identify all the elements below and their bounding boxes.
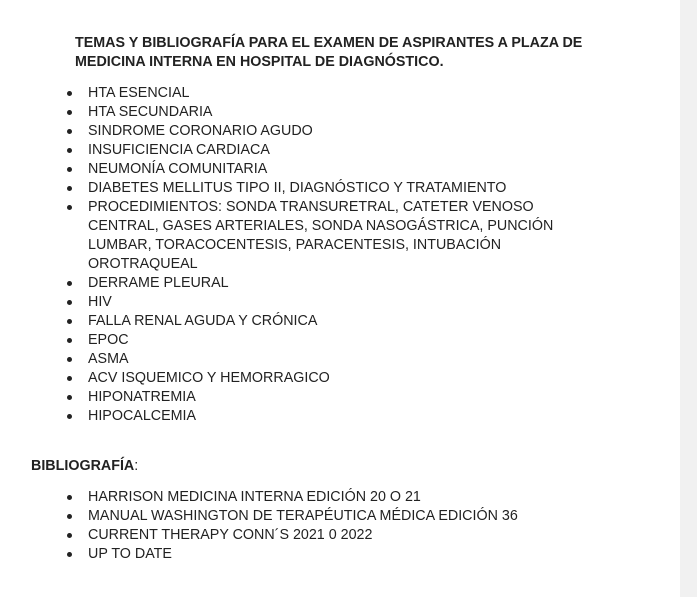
topic-text: EPOC (88, 332, 129, 348)
list-item (88, 103, 578, 122)
title-line-2: MEDICINA INTERNA EN HOSPITAL DE DIAGNÓSTICO. (75, 54, 444, 70)
bullet-icon (67, 300, 72, 305)
topic-text: FALLA RENAL AGUDA Y CRÓNICA (88, 313, 318, 329)
bibliography-text: UP TO DATE (88, 546, 172, 562)
bullet-icon (67, 319, 72, 324)
list-item (88, 179, 578, 198)
list-item (88, 274, 578, 293)
bibliography-text: HARRISON MEDICINA INTERNA EDICIÓN 20 O 21 (88, 489, 421, 505)
bibliography-heading-colon: : (134, 458, 139, 474)
topics-list (88, 84, 578, 426)
list-item (88, 141, 578, 160)
bullet-icon (67, 395, 72, 400)
document-title (75, 34, 635, 72)
bullet-icon (67, 186, 72, 191)
bibliography-heading (31, 457, 138, 476)
list-item (88, 198, 578, 274)
bibliography-text: MANUAL WASHINGTON DE TERAPÉUTICA MÉDICA EDICIÓN 36 (88, 508, 518, 524)
topic-text: HTA SECUNDARIA (88, 104, 213, 120)
viewer-background (680, 0, 697, 597)
bullet-icon (67, 533, 72, 538)
list-item (88, 160, 578, 179)
bullet-icon (67, 148, 72, 153)
topic-text: ACV ISQUEMICO Y HEMORRAGICO (88, 370, 330, 386)
title-line-1: TEMAS Y BIBLIOGRAFÍA PARA EL EXAMEN DE ASPIRANTES A PLAZA DE (75, 35, 583, 51)
topic-text: HIV (88, 294, 112, 310)
list-item (88, 312, 578, 331)
list-item (88, 526, 608, 545)
list-item (88, 507, 608, 526)
bullet-icon (67, 91, 72, 96)
list-item (88, 545, 608, 564)
list-item (88, 488, 608, 507)
topic-text: DERRAME PLEURAL (88, 275, 229, 291)
bullet-icon (67, 357, 72, 362)
bullet-icon (67, 552, 72, 557)
bullet-icon (67, 110, 72, 115)
bullet-icon (67, 129, 72, 134)
list-item (88, 84, 578, 103)
bullet-icon (67, 205, 72, 210)
bullet-icon (67, 514, 72, 519)
topic-text: PROCEDIMIENTOS: SONDA TRANSURETRAL, CATETER VENOSO CENTRAL, GASES ARTERIALES, SONDA NASOGÁSTRICA, PUNCIÓN LUMBAR, TORACOCENTESIS, PARACENTESIS, INTUBACIÓN OROTRAQUEAL (88, 199, 554, 272)
topic-text: HIPONATREMIA (88, 389, 196, 405)
bibliography-text: CURRENT THERAPY CONN´S 2021 0 2022 (88, 527, 373, 543)
list-item (88, 122, 578, 141)
topic-text: INSUFICIENCIA CARDIACA (88, 142, 270, 158)
topic-text: DIABETES MELLITUS TIPO II, DIAGNÓSTICO Y TRATAMIENTO (88, 180, 507, 196)
topic-text: HTA ESENCIAL (88, 85, 190, 101)
list-item (88, 350, 578, 369)
topic-text: ASMA (88, 351, 129, 367)
list-item (88, 388, 578, 407)
topic-text: SINDROME CORONARIO AGUDO (88, 123, 313, 139)
bullet-icon (67, 376, 72, 381)
bibliography-list (88, 488, 608, 564)
list-item (88, 369, 578, 388)
bullet-icon (67, 495, 72, 500)
topic-text: HIPOCALCEMIA (88, 408, 197, 424)
bibliography-heading-text: BIBLIOGRAFÍA (31, 458, 135, 474)
bullet-icon (67, 281, 72, 286)
bullet-icon (67, 338, 72, 343)
list-item (88, 331, 578, 350)
list-item (88, 407, 578, 426)
bullet-icon (67, 414, 72, 419)
list-item (88, 293, 578, 312)
topic-text: NEUMONÍA COMUNITARIA (88, 161, 268, 177)
bullet-icon (67, 167, 72, 172)
